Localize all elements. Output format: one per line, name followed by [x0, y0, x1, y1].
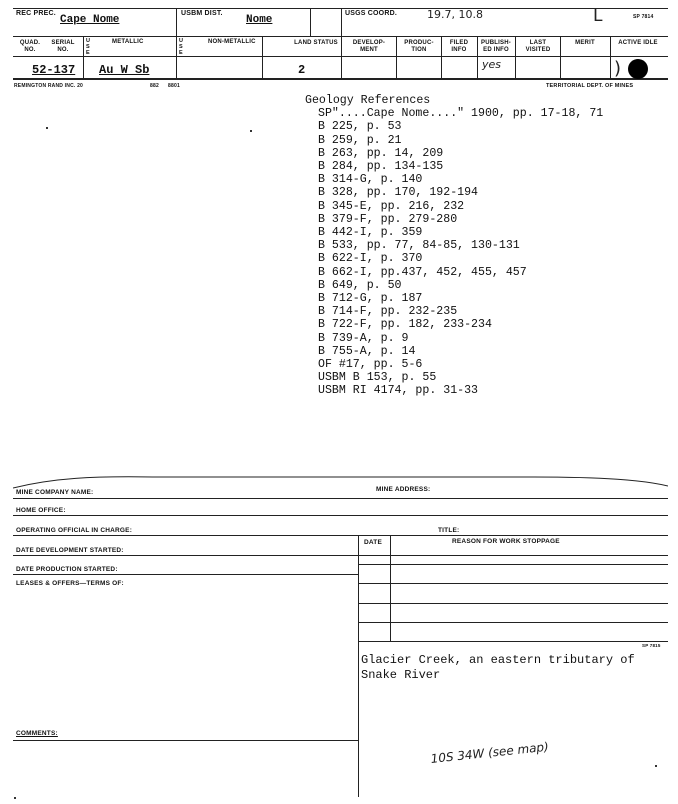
reference-item: B 739-A, p. 9: [318, 331, 409, 345]
col-production: PRODUC-TION: [404, 40, 434, 53]
col-filed-info: FILED INFO: [449, 40, 469, 53]
leases-offers-label: LEASES & OFFERS—TERMS OF:: [16, 580, 124, 587]
references-heading: Geology References: [305, 94, 431, 107]
handwritten-note: 10S 34W (see map): [430, 739, 550, 766]
usbm-dist-label: USBM DIST.: [181, 10, 223, 17]
col-non-metallic: NON-METALLIC: [208, 39, 256, 45]
published-info-value: yes: [482, 58, 502, 71]
reference-item: B 263, pp. 14, 209: [318, 146, 444, 160]
reference-item: B 259, p. 21: [318, 133, 402, 147]
mine-address-label: MINE ADDRESS:: [376, 486, 431, 493]
col-active-idle: ACTIVE IDLE: [618, 40, 658, 46]
land-status-value: 2: [298, 63, 306, 77]
col-serial-no: SERIAL NO.: [51, 40, 75, 53]
printer-line: REMINGTON RAND INC. 20: [14, 83, 84, 89]
form-code-top: SP 7814: [633, 14, 654, 20]
col-use-right: U S E: [179, 38, 184, 56]
usgs-coord-label: USGS COORD.: [345, 10, 397, 17]
scan-speck: [46, 127, 48, 129]
comments-label: COMMENTS:: [16, 730, 58, 737]
reference-item: B 662-I, pp.437, 452, 455, 457: [318, 265, 527, 279]
date-label: DATE: [364, 539, 383, 546]
scan-speck: [14, 797, 16, 799]
printer-code-1: 882: [150, 83, 159, 89]
rec-prec-value: Cape Nome: [60, 14, 120, 26]
reference-item: B 345-E, pp. 216, 232: [318, 199, 465, 213]
active-status-dot: [628, 59, 648, 79]
fold-line: [13, 474, 668, 490]
reference-item: B 284, pp. 134-135: [318, 160, 444, 174]
operating-official-label: OPERATING OFFICIAL IN CHARGE:: [16, 527, 133, 534]
col-development: DEVELOP-MENT: [352, 40, 386, 53]
reference-item: SP"....Cape Nome...." 1900, pp. 17-18, 71: [318, 107, 604, 121]
col-merit: MERIT: [575, 40, 595, 46]
usbm-dist-value: Nome: [246, 14, 273, 26]
reference-item: USBM B 153, p. 55: [318, 371, 437, 385]
reference-item: B 722-F, pp. 182, 233-234: [318, 318, 492, 332]
reference-item: OF #17, pp. 5-6: [318, 358, 423, 372]
scan-speck: [655, 765, 657, 767]
location-remarks: Glacier Creek, an eastern tributary of Snake River: [361, 653, 635, 682]
col-last-visited: LAST VISITED: [525, 40, 551, 53]
reference-item: USBM RI 4174, pp. 31-33: [318, 384, 479, 398]
date-development-label: DATE DEVELOPMENT STARTED:: [16, 547, 124, 554]
reference-item: B 533, pp. 77, 84-85, 130-131: [318, 239, 520, 253]
col-land-status: LAND STATUS: [294, 40, 338, 46]
corner-mark: L: [593, 6, 603, 26]
reference-item: B 712-G, p. 187: [318, 292, 423, 306]
scan-speck: [250, 130, 252, 132]
printer-code-2: 8801: [168, 83, 180, 89]
reference-item: B 314-G, p. 140: [318, 173, 423, 187]
col-quad-no: QUAD. NO.: [19, 40, 41, 53]
reference-item: B 328, pp. 170, 192-194: [318, 186, 479, 200]
col-metallic: METALLIC: [112, 39, 144, 45]
geology-references: [305, 94, 603, 398]
quad-serial-value: 52-137: [32, 63, 76, 77]
title-label: TITLE:: [438, 527, 460, 534]
dept-line: TERRITORIAL DEPT. OF MINES: [546, 83, 634, 89]
metallic-value: Au W Sb: [99, 63, 150, 77]
col-published-info: PUBLISH-ED INFO: [481, 40, 511, 53]
col-use-left: U S E: [86, 38, 91, 56]
reference-item: B 379-F, pp. 279-280: [318, 212, 458, 226]
date-production-label: DATE PRODUCTION STARTED:: [16, 566, 118, 573]
reference-item: B 225, p. 53: [318, 120, 402, 134]
reference-item: B 755-A, p. 14: [318, 344, 416, 358]
reference-item: B 622-I, p. 370: [318, 252, 423, 266]
form-code-bottom: SP 7815: [642, 643, 661, 648]
rec-prec-label: REC PREC.: [16, 10, 56, 17]
reference-item: B 714-F, pp. 232-235: [318, 305, 458, 319]
mine-company-name-label: MINE COMPANY NAME:: [16, 489, 94, 496]
reason-stoppage-label: REASON FOR WORK STOPPAGE: [452, 538, 560, 545]
reference-item: B 649, p. 50: [318, 278, 402, 292]
reference-item: B 442-I, p. 359: [318, 226, 423, 240]
usgs-coord-value: 19.7, 10.8: [427, 8, 483, 21]
home-office-label: HOME OFFICE:: [16, 507, 66, 514]
active-idle-bracket: ): [614, 58, 622, 79]
